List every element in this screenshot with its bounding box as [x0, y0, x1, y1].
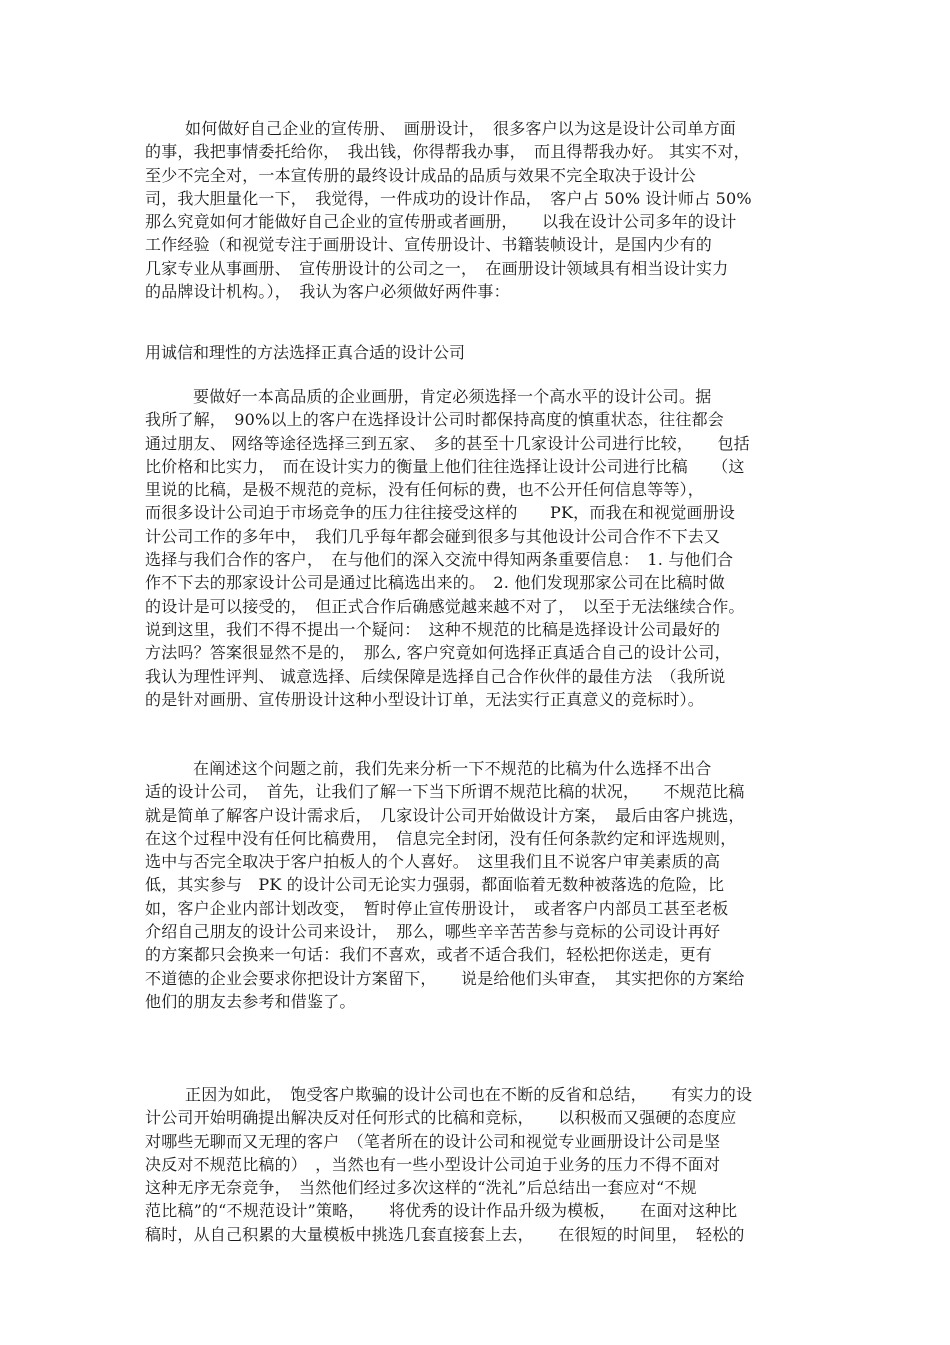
text-line: 正因为如此， 饱受客户欺骗的设计公司也在不断的反省和总结， 有实力的设 — [185, 1085, 753, 1104]
text-line: 我所了解， 90%以上的客户在选择设计公司时都保持高度的慎重状态，往往都会 — [145, 410, 724, 430]
text-line: 几家专业从事画册、 宣传册设计的公司之一， 在画册设计领域具有相当设计实力 — [145, 258, 729, 278]
text-line: 而很多设计公司迫于市场竞争的压力往往接受这样的 PK，而我在和视觉画册设 — [145, 503, 736, 523]
text-line: 通过朋友、 网络等途径选择三到五家、 多的甚至十几家设计公司进行比较， 包括 — [145, 433, 750, 453]
text-line: 说到这里，我们不得不提出一个疑问： 这种不规范的比稿是选择设计公司最好的 — [145, 619, 721, 639]
paragraph-intro — [145, 117, 810, 303]
paragraph-analysis — [145, 757, 810, 1013]
paragraph-reflection — [145, 1083, 810, 1246]
text-line: 那么究竟如何才能做好自己企业的宣传册或者画册， 以我在设计公司多年的设计 — [145, 212, 737, 232]
text-line: 他们的朋友去参考和借鉴了。 — [145, 991, 356, 1011]
text-line: 司，我大胆量化一下， 我觉得，一件成功的设计作品， 客户占 50% 设计师占 50% — [145, 188, 752, 208]
text-line: 决反对不规范比稿的） ，当然也有一些小型设计公司迫于业务的压力不得不面对 — [145, 1154, 721, 1174]
text-line: 不道德的企业会要求你把设计方案留下， 说是给他们头审查， 其实把你的方案给 — [145, 968, 745, 988]
text-line: 适的设计公司， 首先，让我们了解一下当下所谓不规范比稿的状况， 不规范比稿 — [145, 782, 745, 802]
text-line: 介绍自己朋友的设计公司来设计， 那么，哪些辛辛苦苦参与竞标的公司设计再好 — [145, 922, 721, 942]
text-line: 要做好一本高品质的企业画册，肯定必须选择一个高水平的设计公司。据 — [193, 387, 712, 406]
text-line: 工作经验（和视觉专注于画册设计、宣传册设计、书籍装帧设计，是国内少有的 — [145, 235, 713, 255]
text-line: 计公司工作的多年中， 我们几乎每年都会碰到很多与其他设计公司合作不下去又 — [145, 526, 721, 546]
paragraph-selection — [145, 385, 810, 711]
text-line: 计公司开始明确提出解决反对任何形式的比稿和竞标， 以积极而又强硬的态度应 — [145, 1108, 737, 1128]
text-line: 的设计是可以接受的， 但正式合作后确感觉越来越不对了， 以至于无法继续合作。 — [145, 596, 745, 616]
text-line: 就是简单了解客户设计需求后， 几家设计公司开始做设计方案， 最后由客户挑选， — [145, 805, 745, 825]
section-heading: 用诚信和理性的方法选择正真合适的设计公司 — [145, 343, 466, 362]
text-line: 的事，我把事情委托给你， 我出钱，你得帮我办事， 而且得帮我办好。 其实不对， — [145, 142, 750, 162]
text-line: 的是针对画册、宣传册设计这种小型设计订单，无法实行正真意义的竞标时）。 — [145, 689, 705, 709]
text-line: 方法吗？答案很显然不是的， 那么, 客户究竟如何选择正真适合自己的设计公司， — [145, 643, 731, 663]
text-line: 在这个过程中没有任何比稿费用， 信息完全封闭，没有任何条款约定和评选规则， — [145, 828, 737, 848]
text-line: 里说的比稿，是极不规范的竞标，没有任何标的费，也不公开任何信息等等）， — [145, 480, 705, 500]
text-line: 的方案都只会换来一句话：我们不喜欢，或者不适合我们，轻松把你送走，更有 — [145, 945, 713, 965]
text-line: 比价格和比实力， 而在设计实力的衡量上他们往往选择让设计公司进行比稿 （这 — [145, 456, 745, 476]
text-line: 稿时，从自己积累的大量模板中挑选几套直接套上去， 在很短的时间里， 轻松的 — [145, 1224, 745, 1244]
text-line: 低，其实参与 PK 的设计公司无论实力强弱，都面临着无数种被落选的危险，比 — [145, 875, 725, 895]
text-line: 如何做好自己企业的宣传册、 画册设计， 很多客户以为这是设计公司单方面 — [185, 119, 737, 138]
text-line: 如，客户企业内部计划改变， 暂时停止宣传册设计， 或者客户内部员工甚至老板 — [145, 898, 729, 918]
text-line: 我认为理性评判、 诚意选择、后续保障是选择自己合作伙伴的最佳方法 （我所说 — [145, 666, 726, 686]
text-line: 的品牌设计机构。）， 我认为客户必须做好两件事： — [145, 282, 510, 302]
text-line: 对哪些无聊而又无理的客户 （笔者所在的设计公司和视觉专业画册设计公司是坚 — [145, 1131, 721, 1151]
text-line: 选中与否完全取决于客户拍板人的个人喜好。 这里我们且不说客户审美素质的高 — [145, 852, 721, 872]
text-line: 选择与我们合作的客户， 在与他们的深入交流中得知两条重要信息： 1. 与他们合 — [145, 550, 734, 570]
text-line: 这种无序无奈竞争， 当然他们经过多次这样的“洗礼”后总结出一套应对“不规 — [145, 1178, 697, 1198]
text-line: 在阐述这个问题之前，我们先来分析一下不规范的比稿为什么选择不出合 — [193, 759, 712, 778]
text-line: 作不下去的那家设计公司是通过比稿选出来的。 2. 他们发现那家公司在比稿时做 — [145, 573, 725, 593]
text-line: 至少不完全对，一本宣传册的最终设计成品的品质与效果不完全取决于设计公 — [145, 165, 696, 185]
text-line: 范比稿”的“不规范设计”策略， 将优秀的设计作品升级为模板， 在面对这种比 — [145, 1201, 738, 1221]
